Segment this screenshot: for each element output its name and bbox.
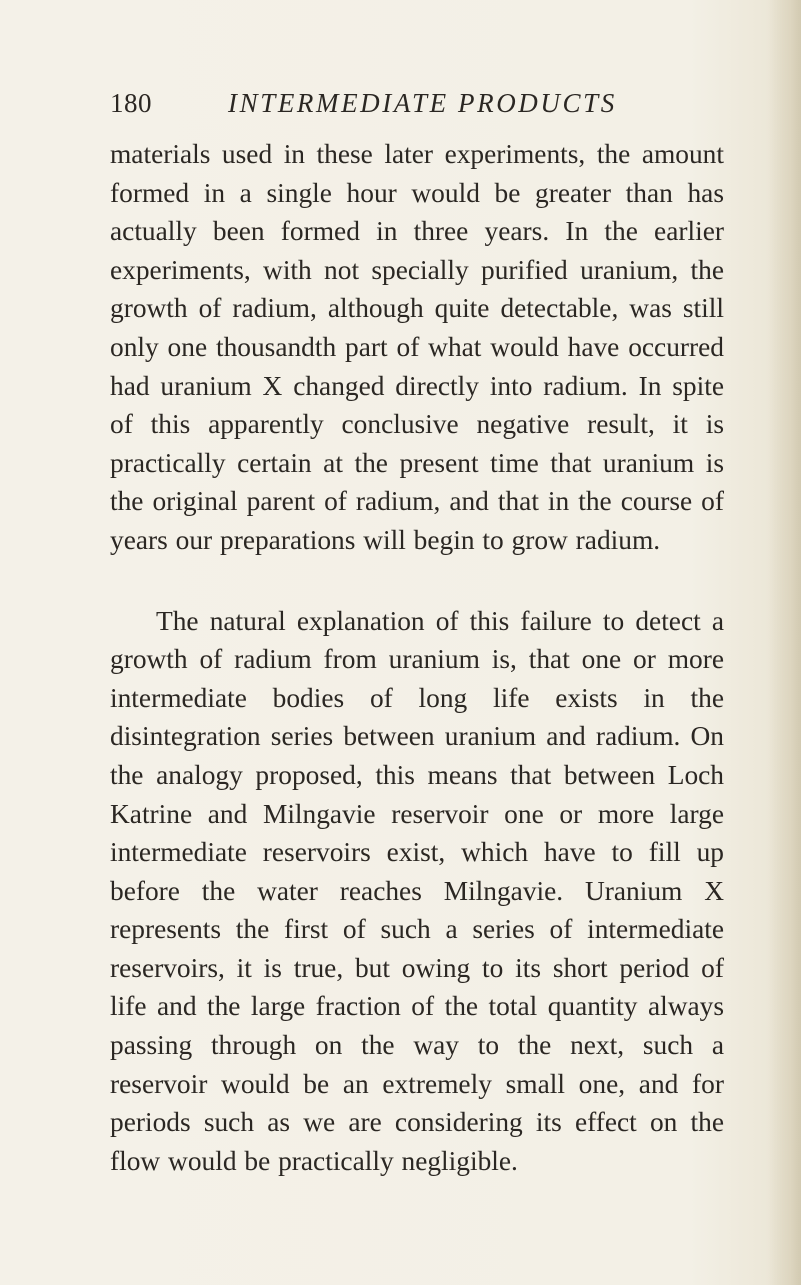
page-number: 180 (110, 88, 152, 118)
paragraph-1: materials used in these later experiments, the amount formed in a single hour would be greater than has actually been formed in three years. In the earlier experiments, with not specially purified uranium, the growth of radium, although quite detectable, was still only one thousandth part of what would have occurred had uranium X changed directly into radium. In spite of this apparently conclusive negative result, it is practically certain at the present time that uranium is the original parent of radium, and that in the course of years our preparations will begin to grow radium. (110, 139, 724, 555)
paragraph-2: The natural explanation of this failure to detect a growth of radium from uranium is, that one or more intermediate bodies of long life exists in the disintegration series between uranium and radium. On the analogy proposed, this means that between Loch Katrine and Milngavie reservoir one or more large intermediate reservoirs exist, which have to fill up before the water reaches Milngavie. Uranium X represents the first of such a series of intermediate reservoirs, it is true, but owing to its short period of life and the large fraction of the total quantity always passing through on the way to the next, such a reservoir would be an extremely small one, and for periods such as we are considering its effect on the flow would be practically negligible. (110, 605, 724, 1176)
body-text (110, 135, 724, 1180)
page-edge-shadow (767, 0, 801, 1285)
running-head (110, 88, 720, 128)
running-title: INTERMEDIATE PRODUCTS (228, 88, 617, 118)
